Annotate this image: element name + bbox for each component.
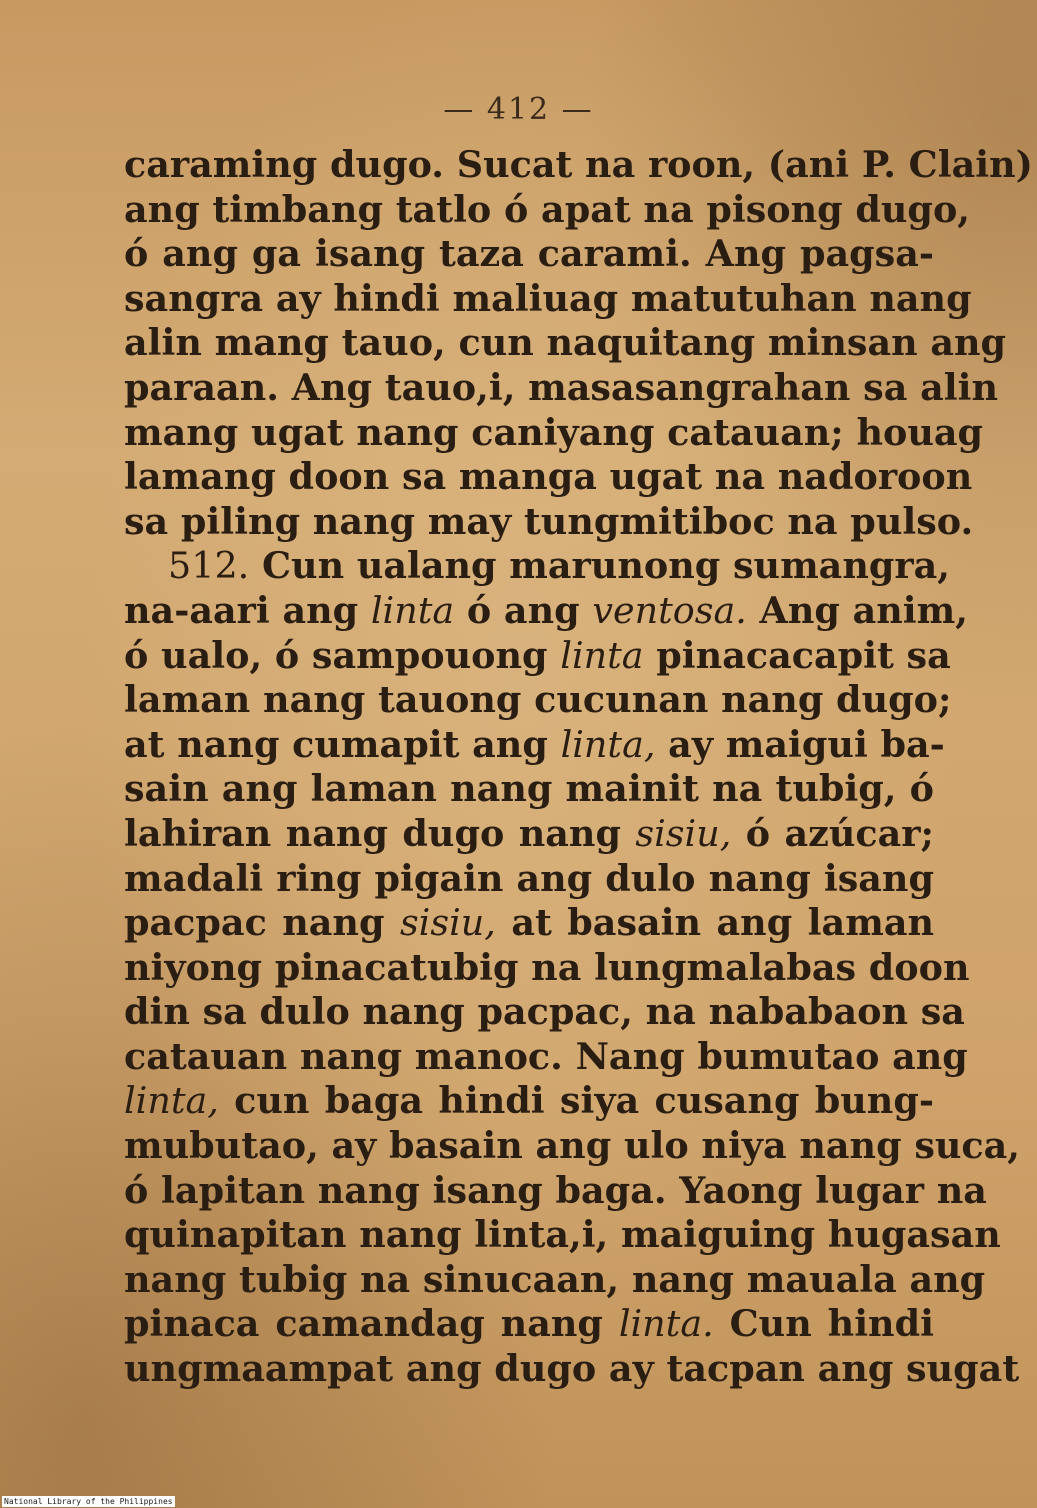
text-segment: at nang cumapit ang <box>124 722 561 766</box>
text-segment: catauan nang manoc. Nang bumutao ang <box>124 1034 968 1078</box>
text-segment: ó azúcar; <box>731 811 934 855</box>
footer-credit: National Library of the Philippines <box>4 1497 173 1506</box>
text-line <box>124 1257 986 1303</box>
italic-term: linta, <box>560 722 656 766</box>
text-segment: din sa dulo nang pacpac, na nababaon sa <box>124 990 965 1034</box>
text-line <box>124 588 968 634</box>
text-line <box>124 1347 1020 1392</box>
text-segment: ó lapitan nang isang baga. Yaong lugar na <box>124 1168 987 1212</box>
text-segment: laman nang tauong cucunan nang dugo; <box>124 678 952 722</box>
text-segment: na-aari ang <box>124 588 371 632</box>
text-line <box>124 1213 1001 1258</box>
text-line <box>124 1079 934 1124</box>
text-line <box>124 767 934 812</box>
text-segment: sain ang laman nang mainit na tubig, ó <box>124 767 934 811</box>
text-line <box>124 1168 987 1214</box>
text-line <box>124 187 971 233</box>
italic-term: linta <box>370 588 455 632</box>
text-line <box>124 1034 968 1080</box>
text-segment: mang ugat nang caniyang catauan; houag <box>124 410 984 454</box>
text-line <box>124 812 934 857</box>
text-segment: nang tubig na sinucaan, nang mauala ang <box>124 1257 986 1301</box>
text-segment: ay maigui ba- <box>655 722 945 766</box>
text-segment: alin mang tauo, cun naquitang minsan ang <box>124 321 1007 365</box>
text-segment: Cun ualang marunong sumangra, <box>249 544 950 588</box>
text-line <box>124 1302 934 1347</box>
text-line <box>124 365 998 411</box>
text-segment: paraan. Ang tauo,i, masasangrahan sa alin <box>124 365 998 409</box>
text-line <box>124 276 972 322</box>
text-line <box>124 633 951 679</box>
section-number: 512. <box>168 544 250 588</box>
text-line <box>124 321 1007 366</box>
text-line <box>124 1124 1020 1169</box>
italic-term: linta. <box>618 1302 714 1346</box>
text-segment: sangra ay hindi maliuag matutuhan nang <box>124 276 972 320</box>
italic-term: sisiu, <box>399 901 496 945</box>
italic-term: ventosa. <box>592 588 747 632</box>
text-segment: pinaca camandag nang <box>124 1302 619 1346</box>
text-line <box>124 544 950 589</box>
body-text <box>124 143 1033 1392</box>
text-segment: lamang doon sa manga ugat na nadoroon <box>124 455 973 499</box>
text-line <box>124 857 934 902</box>
italic-term: linta, <box>124 1079 219 1123</box>
text-segment: madali ring pigain ang dulo nang isang <box>124 856 934 900</box>
text-segment: ungmaampat ang dugo ay tacpan ang sugat <box>124 1347 1020 1391</box>
text-segment: sa piling nang may tungmitiboc na pulso. <box>124 499 974 543</box>
text-segment: quinapitan nang linta,i, maiguing hugasan <box>124 1213 1001 1257</box>
text-segment: pinacacapit sa <box>643 633 951 677</box>
text-segment: cun baga hindi siya cusang bung- <box>218 1079 934 1123</box>
text-line <box>124 722 945 768</box>
text-line <box>124 499 974 545</box>
text-segment: ó ang <box>454 588 593 632</box>
text-segment: at basain ang laman <box>495 901 935 945</box>
text-segment: ang timbang tatlo ó apat na pisong dugo, <box>124 187 971 231</box>
page-number: — 412 — <box>443 92 594 127</box>
text-line <box>124 901 934 946</box>
text-segment: ó ualo, ó sampouong <box>124 633 561 677</box>
text-line <box>124 455 973 500</box>
text-line <box>124 990 965 1035</box>
text-segment: ó ang ga isang taza carami. Ang pagsa- <box>124 232 934 276</box>
text-segment: lahiran nang dugo nang <box>124 811 636 855</box>
italic-term: sisiu, <box>635 811 732 855</box>
italic-term: linta <box>560 633 644 677</box>
text-segment: Cun hindi <box>713 1302 934 1346</box>
text-line <box>124 945 970 991</box>
text-segment: pacpac nang <box>124 901 400 945</box>
text-segment: caraming dugo. Sucat na roon, (ani P. Clain) <box>124 143 1033 186</box>
text-segment: niyong pinacatubig na lungmalabas doon <box>124 945 970 989</box>
text-line <box>124 143 1033 188</box>
text-line <box>124 678 952 723</box>
text-line <box>124 232 934 277</box>
text-line <box>124 410 984 456</box>
text-segment: Ang anim, <box>746 588 968 632</box>
text-segment: mubutao, ay basain ang ulo niya nang suca, <box>124 1124 1020 1168</box>
